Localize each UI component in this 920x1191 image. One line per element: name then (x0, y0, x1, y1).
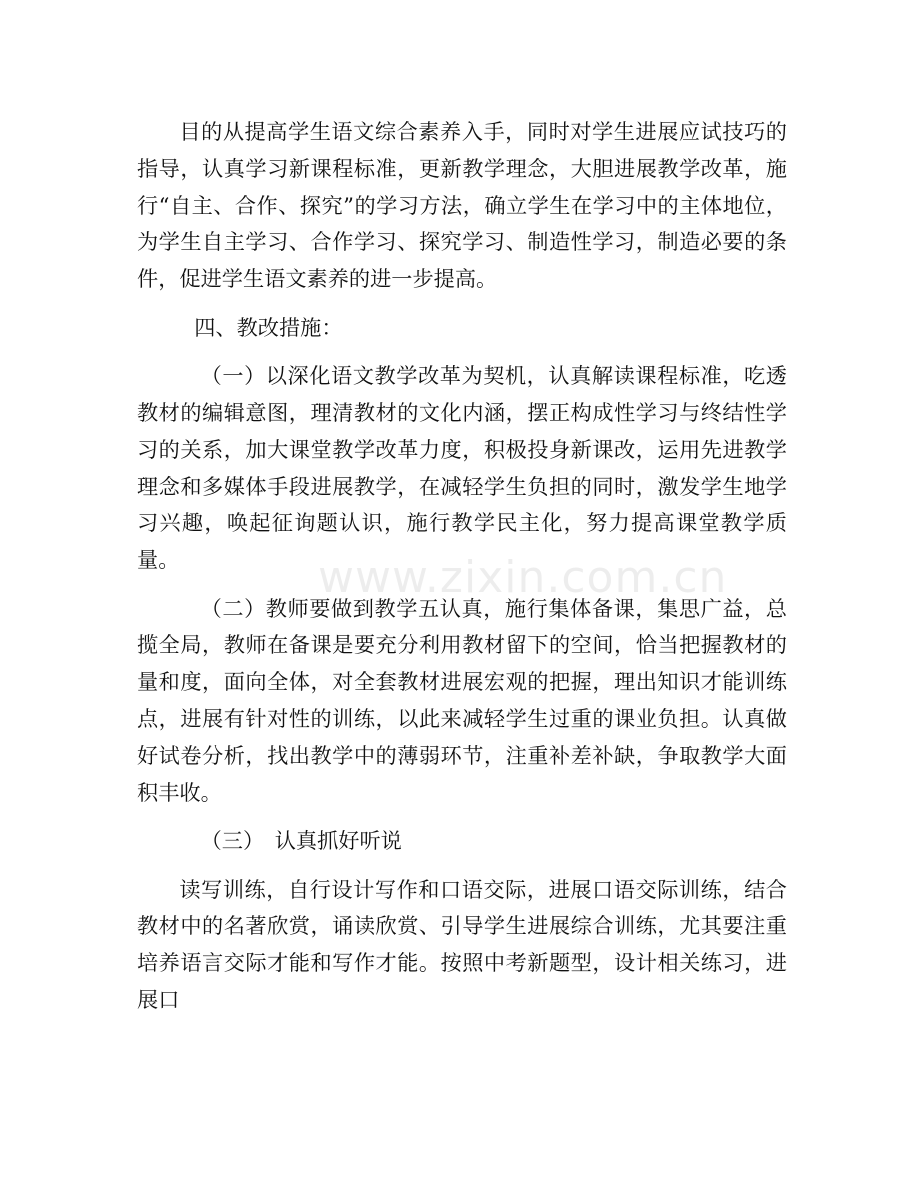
paragraph-goals: 目的从提高学生语文综合素养入手，同时对学生进展应试技巧的指导，认真学习新课程标准，更新教学理念，大胆进展教学改革，施行“自主、合作、探究”的学习方法，确立学生在学习中的主体地位，为学生自主学习、合作学习、探究学习、制造性学习，制造必要的条件，促进学生语文素养的进一步提高。 (137, 119, 787, 292)
watermark: www.zixin.com.cn (318, 552, 728, 603)
document-body (137, 114, 787, 1030)
paragraph-measure-3-body: 读写训练，自行设计写作和口语交际，进展口语交际训练，结合教材中的名著欣赏，诵读欣赏、引导学生进展综合训练，尤其要注重培养语言交际才能和写作才能。按照中考新题型，设计相关练习，进展口 (137, 876, 787, 1012)
paragraph-measure-1: （一）以深化语文教学改革为契机，认真解读课程标准，吃透教材的编辑意图，理清教材的文化内涵，摆正构成性学习与终结性学习的关系，加大课堂教学改革力度，积极投身新课改，运用先进教学理念和多媒体手段进展教学，在减轻学生负担的同时，激发学生地学习兴趣，唤起征询题认识，施行教学民主化，努力提高课堂教学质量。 (137, 363, 787, 573)
paragraph-measure-2: （二）教师要做到教学五认真，施行集体备课，集思广益，总揽全局，教师在备课是要充分利用教材留下的空间，恰当把握教材的量和度，面向全体，对全套教材进展宏观的把握，理出知识才能训练点，进展有针对性的训练，以此来减轻学生过重的课业负担。认真做好试卷分析，找出教学中的薄弱环节，注重补差补缺，争取教学大面积丰收。 (137, 595, 787, 805)
section-heading-reform-measures: 四、教改措施： (194, 314, 343, 340)
paragraph-measure-3-heading: （三） 认真抓好听说 (200, 828, 402, 854)
